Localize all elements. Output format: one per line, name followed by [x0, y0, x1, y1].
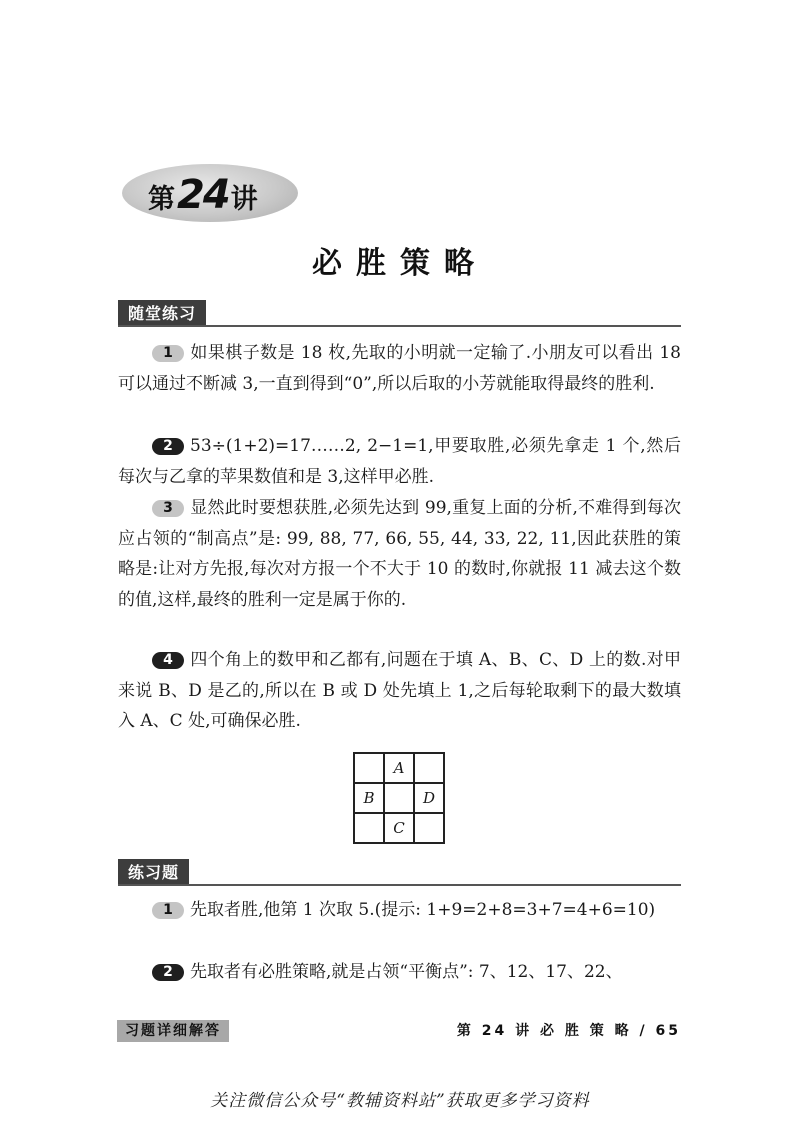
lesson-number: 24	[177, 172, 229, 218]
section-label-exercises: 练习题	[118, 859, 189, 886]
item-text: 先取者有必胜策略,就是占领“平衡点”: 7、12、17、22、	[190, 962, 623, 982]
answer-item	[118, 431, 681, 492]
grid-cell-d: D	[414, 783, 444, 813]
lesson-prefix: 第	[148, 184, 175, 215]
answer-item	[118, 957, 681, 988]
page-title: 必胜策略	[312, 246, 488, 281]
item-number-badge: 1	[152, 345, 184, 362]
item-number-badge: 4	[152, 652, 184, 669]
grid-cell	[354, 813, 384, 843]
grid-cell-b: B	[354, 783, 384, 813]
item-number-badge: 1	[152, 902, 184, 919]
lesson-heading	[148, 172, 258, 216]
section-label-practice: 随堂练习	[118, 300, 206, 327]
item-text: 如果棋子数是 18 枚,先取的小明就一定输了.小朋友可以看出 18 可以通过不断减 3,一直到得到“0”,所以后取的小芳就能取得最终的胜利.	[118, 343, 681, 394]
item-number-badge: 2	[152, 964, 184, 981]
answer-item	[118, 645, 681, 737]
grid-cell	[384, 783, 414, 813]
grid-cell	[354, 753, 384, 783]
answer-item	[118, 338, 681, 399]
item-text: 53÷(1+2)=17……2, 2−1=1,甲要取胜,必须先拿走 1 个,然后每次与乙拿的苹果数值和是 3,这样甲必胜.	[118, 436, 681, 487]
answer-item	[118, 895, 681, 926]
footer-page-info: 第 24 讲 必 胜 策 略 / 65	[456, 1023, 681, 1039]
section-divider	[118, 884, 681, 886]
item-number-badge: 2	[152, 438, 184, 455]
section-divider	[118, 325, 681, 327]
grid-cell-c: C	[384, 813, 414, 843]
watermark: 关注微信公众号“教辅资料站”获取更多学习资料	[210, 1091, 590, 1111]
item-text: 四个角上的数甲和乙都有,问题在于填 A、B、C、D 上的数.对甲来说 B、D 是乙的,所以在 B 或 D 处先填上 1,之后每轮取剩下的最大数填入 A、C 处,可确保必胜.	[118, 650, 681, 731]
footer-book-label: 习题详细解答	[117, 1020, 229, 1042]
lesson-suffix: 讲	[230, 184, 258, 215]
item-number-badge: 3	[152, 500, 184, 517]
grid-cell	[414, 813, 444, 843]
grid-cell	[414, 753, 444, 783]
answer-item	[118, 493, 681, 615]
abcd-grid	[353, 752, 445, 844]
item-text: 先取者胜,他第 1 次取 5.(提示: 1+9=2+8=3+7=4+6=10)	[190, 900, 656, 920]
grid-cell-a: A	[384, 753, 414, 783]
item-text: 显然此时要想获胜,必须先达到 99,重复上面的分析,不难得到每次应占领的“制高点”是: 99, 88, 77, 66, 55, 44, 33, 22, 11,因此获胜的策略是:让对方先报,每次对方报一个不大于 10 的数时,你就报 11 减去这个数的值,这样,最终的胜利一定是属于你的.	[118, 498, 681, 610]
